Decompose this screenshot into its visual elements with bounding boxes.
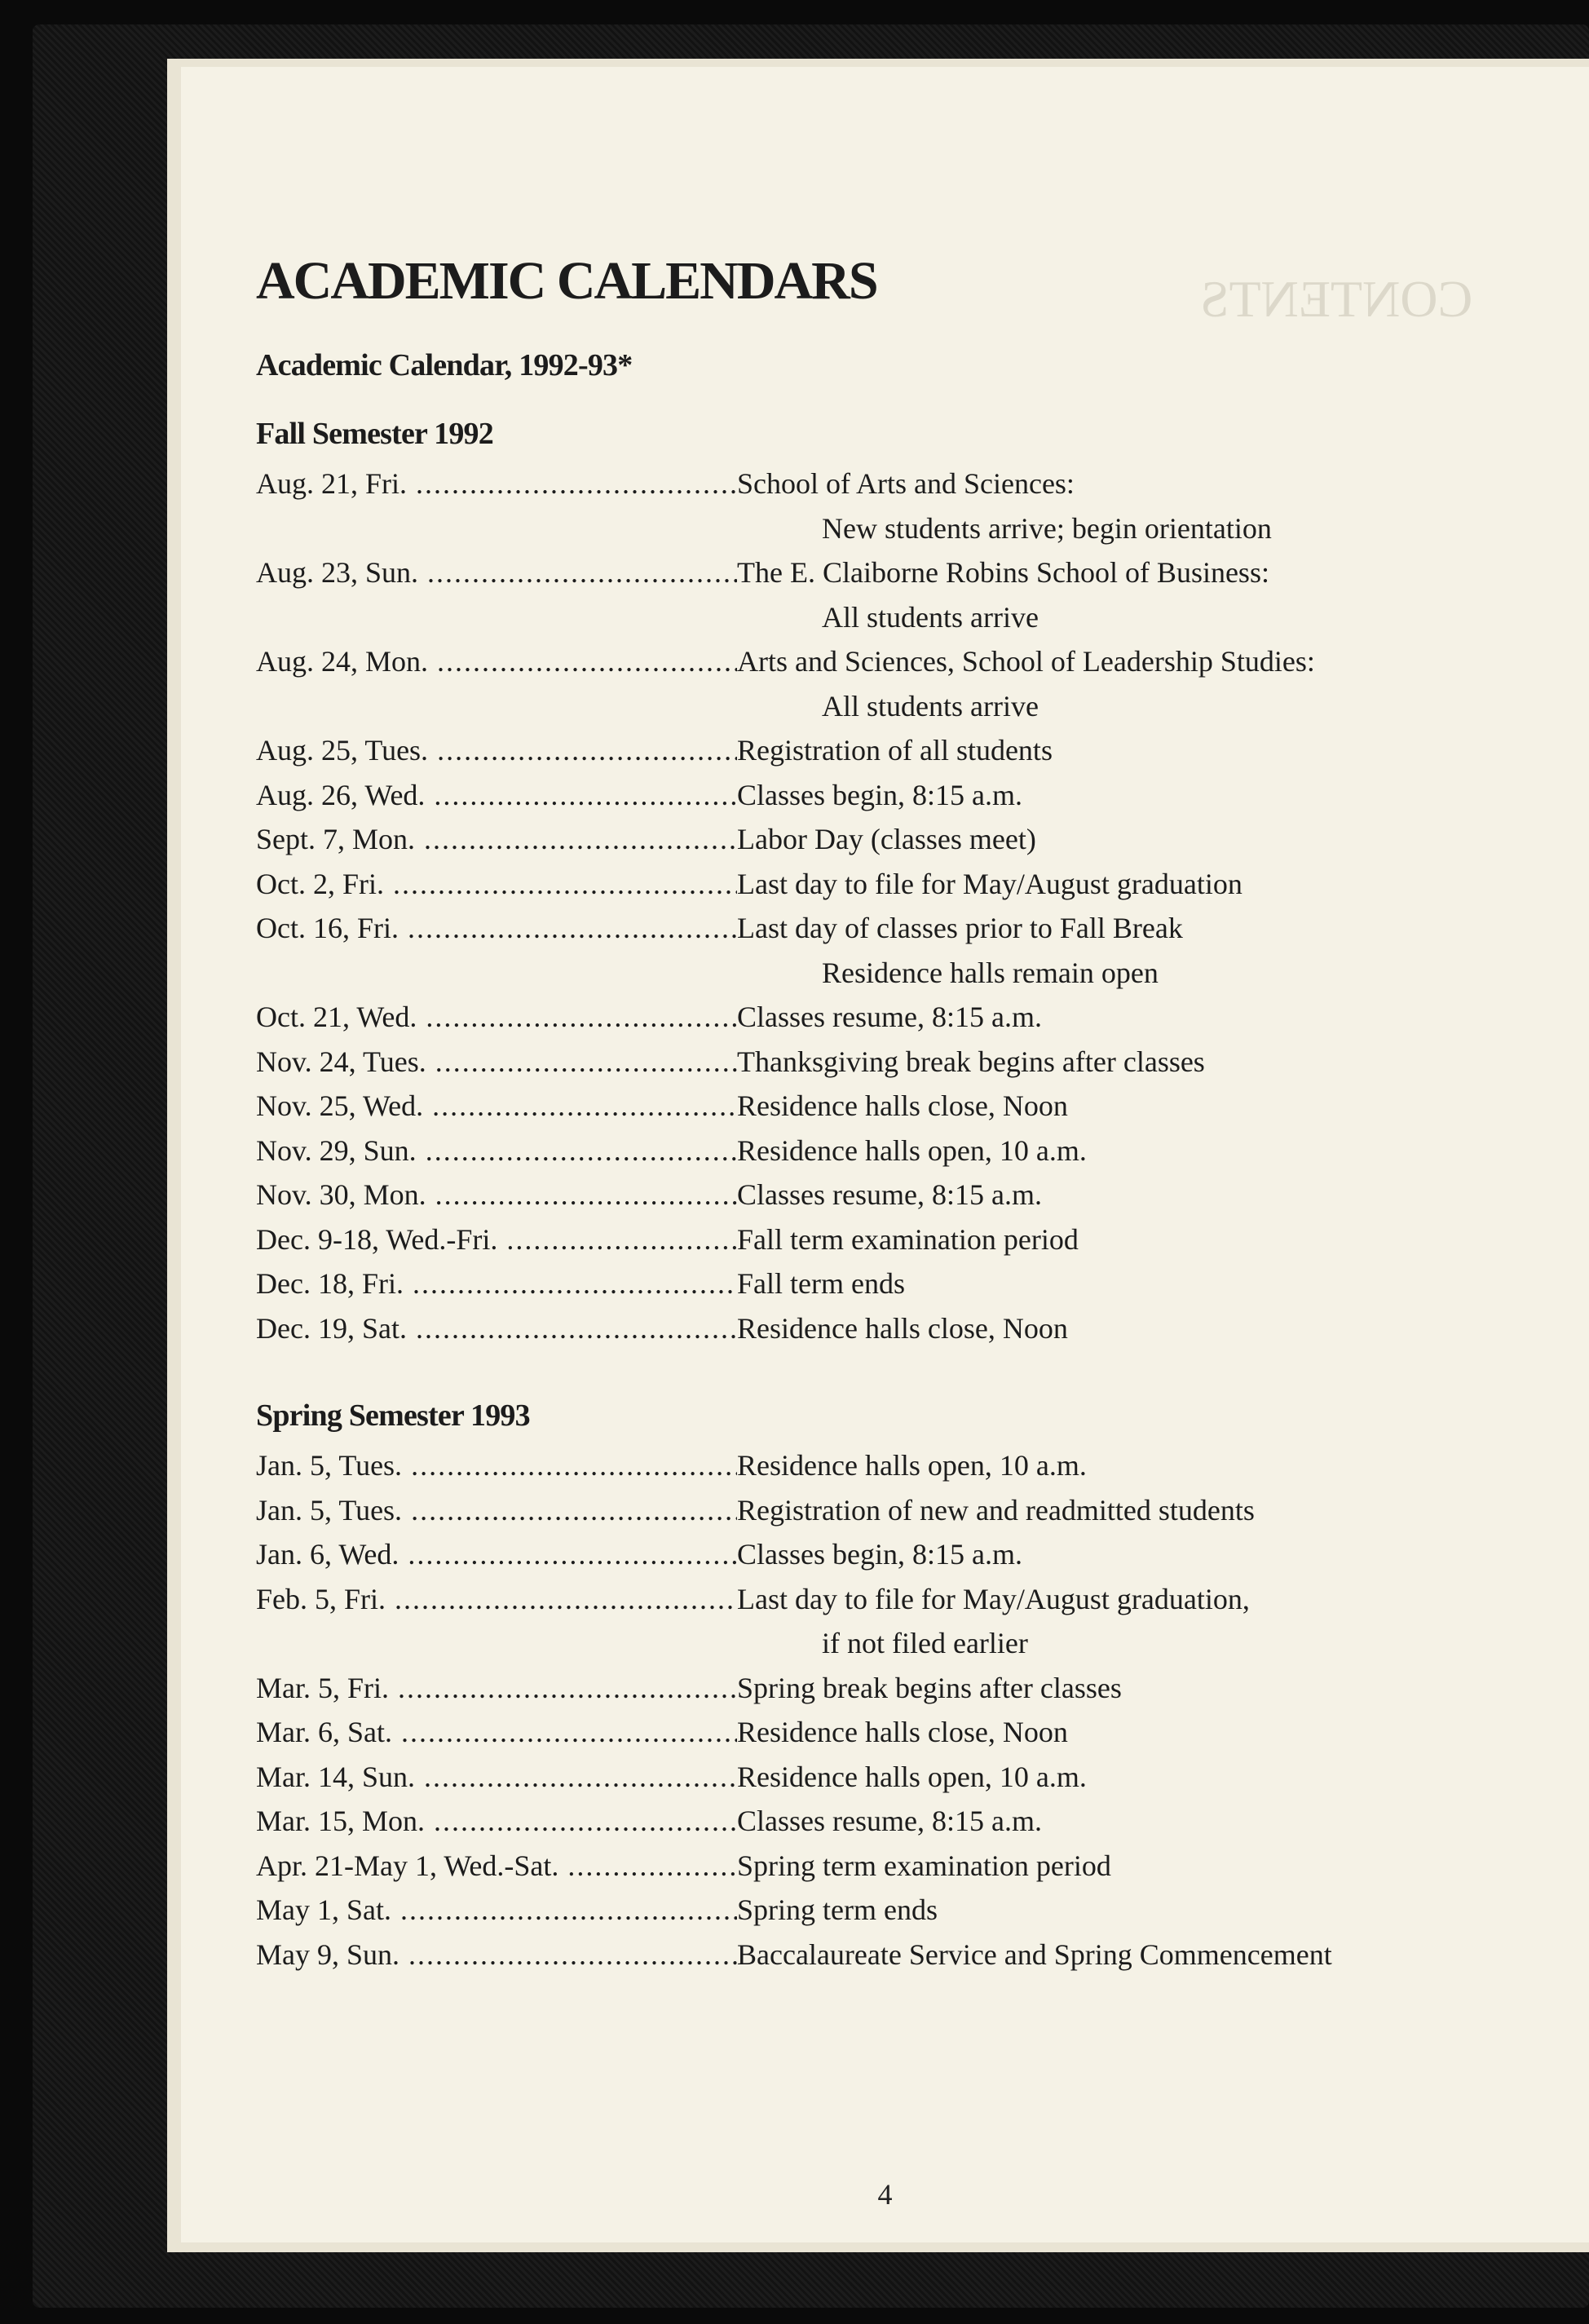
entry-event — [737, 1755, 1528, 1800]
calendar-entry — [256, 1577, 1528, 1666]
entry-event-line: Residence halls close, Noon — [737, 1089, 1068, 1122]
entry-event-line: Fall term examination period — [737, 1222, 1079, 1256]
entry-event — [737, 862, 1528, 907]
entry-event-line: Classes resume, 8:15 a.m. — [737, 1001, 1042, 1033]
entry-date: Oct. 16, Fri. ..... — [256, 906, 737, 995]
calendar-entry — [256, 1040, 1528, 1085]
entry-event — [737, 1933, 1528, 1977]
spring-semester-list — [256, 1443, 1528, 1977]
entry-event — [737, 639, 1528, 728]
entry-event-continuation: Residence halls remain open — [822, 956, 1159, 989]
calendar-entry — [256, 1443, 1528, 1488]
entry-event-continuation: New students arrive; begin orientation — [822, 511, 1272, 545]
calendar-content — [256, 251, 1528, 1977]
entry-event-line: Spring term ends — [737, 1893, 938, 1926]
calendar-entry — [256, 1488, 1528, 1533]
entry-event-line: Registration of new and readmitted students — [737, 1493, 1255, 1527]
entry-date: Mar. 15, Mon. ..... — [256, 1799, 737, 1844]
entry-date: Aug. 26, Wed. ..... — [256, 773, 737, 818]
entry-date: Nov. 29, Sun. ..... — [256, 1129, 737, 1173]
entry-date: Aug. 24, Mon. ..... — [256, 639, 737, 728]
entry-date: Feb. 5, Fri. ..... — [256, 1577, 737, 1666]
entry-event-line: School of Arts and Sciences: — [737, 467, 1075, 500]
entry-date: Jan. 6, Wed. ..... — [256, 1532, 737, 1577]
entry-date: Dec. 9-18, Wed.-Fri. ..... — [256, 1217, 737, 1262]
entry-event — [737, 1040, 1528, 1085]
entry-date: Jan. 5, Tues. ..... — [256, 1488, 737, 1533]
calendar-entry — [256, 550, 1528, 639]
entry-event-line: Baccalaureate Service and Spring Commencement — [737, 1937, 1332, 1971]
entry-date: Mar. 5, Fri. ..... — [256, 1666, 737, 1711]
calendar-entry — [256, 1799, 1528, 1844]
entry-event — [737, 550, 1528, 639]
entry-event — [737, 1666, 1528, 1711]
entry-date: Aug. 21, Fri. ..... — [256, 462, 737, 550]
calendar-entry — [256, 1844, 1528, 1889]
entry-event-line: Residence halls open, 10 a.m. — [737, 1449, 1087, 1482]
entry-event-line: Classes begin, 8:15 a.m. — [737, 778, 1022, 811]
entry-date: May 1, Sat. ..... — [256, 1888, 737, 1933]
fall-semester-list — [256, 462, 1528, 1350]
entry-event — [737, 1443, 1528, 1488]
entry-event-line: Residence halls close, Noon — [737, 1311, 1068, 1345]
calendar-entry — [256, 862, 1528, 907]
calendar-entry — [256, 639, 1528, 728]
entry-event-line: Classes resume, 8:15 a.m. — [737, 1178, 1042, 1211]
calendar-entry — [256, 1755, 1528, 1800]
entry-date: Dec. 18, Fri. ..... — [256, 1261, 737, 1306]
spring-semester-heading: Spring Semester 1993 — [256, 1398, 530, 1433]
calendar-entry — [256, 1666, 1528, 1711]
entry-event — [737, 1217, 1528, 1262]
calendar-entry — [256, 1129, 1528, 1173]
entry-event-line: Fall term ends — [737, 1267, 905, 1300]
calendar-entry — [256, 1217, 1528, 1262]
calendar-entry — [256, 773, 1528, 818]
entry-event — [737, 1710, 1528, 1755]
entry-event — [737, 1084, 1528, 1129]
entry-date: Aug. 25, Tues. ..... — [256, 728, 737, 773]
entry-event-line: Residence halls close, Noon — [737, 1716, 1068, 1748]
calendar-entry — [256, 1173, 1528, 1217]
entry-event — [737, 1261, 1528, 1306]
calendar-entry — [256, 462, 1528, 550]
entry-event — [737, 995, 1528, 1040]
calendar-entry — [256, 1084, 1528, 1129]
fall-semester-heading: Fall Semester 1992 — [256, 417, 493, 451]
entry-event — [737, 1799, 1528, 1844]
entry-event — [737, 1888, 1528, 1933]
calendar-entry — [256, 1933, 1528, 1977]
entry-event-line: Labor Day (classes meet) — [737, 823, 1036, 855]
calendar-entry — [256, 995, 1528, 1040]
entry-event-line: Spring term examination period — [737, 1849, 1111, 1882]
calendar-entry — [256, 1532, 1528, 1577]
entry-event — [737, 1488, 1528, 1533]
entry-date: May 9, Sun. ..... — [256, 1933, 737, 1977]
entry-event — [737, 1306, 1528, 1351]
entry-date: Apr. 21-May 1, Wed.-Sat. ..... — [256, 1844, 737, 1889]
entry-date: Dec. 19, Sat. ..... — [256, 1306, 737, 1351]
entry-date: Oct. 21, Wed. ..... — [256, 995, 737, 1040]
calendar-entry — [256, 906, 1528, 995]
calendar-entry — [256, 1710, 1528, 1755]
entry-event-continuation: if not filed earlier — [822, 1627, 1028, 1659]
page-number: 4 — [877, 2178, 893, 2211]
entry-event — [737, 1577, 1528, 1666]
calendar-entry — [256, 817, 1528, 862]
entry-date: Oct. 2, Fri. ..... — [256, 862, 737, 907]
entry-event-line: Thanksgiving break begins after classes — [737, 1045, 1205, 1078]
entry-event — [737, 462, 1528, 550]
entry-date: Nov. 30, Mon. ..... — [256, 1173, 737, 1217]
calendar-entry — [256, 728, 1528, 773]
entry-event-line: Last day to file for May/August graduation — [737, 867, 1243, 900]
entry-event-line: Last day to file for May/August graduation, — [737, 1582, 1250, 1615]
entry-event — [737, 773, 1528, 818]
calendar-entry — [256, 1306, 1528, 1351]
entry-event — [737, 728, 1528, 773]
calendar-subtitle: Academic Calendar, 1992-93* — [256, 348, 633, 382]
entry-date: Mar. 14, Sun. ..... — [256, 1755, 737, 1800]
entry-date: Aug. 23, Sun. ..... — [256, 550, 737, 639]
entry-date: Mar. 6, Sat. ..... — [256, 1710, 737, 1755]
calendar-entry — [256, 1888, 1528, 1933]
entry-event-line: Residence halls open, 10 a.m. — [737, 1133, 1087, 1167]
entry-event-continuation: All students arrive — [822, 600, 1039, 634]
page-title: ACADEMIC CALENDARS — [256, 251, 877, 311]
entry-date: Nov. 25, Wed. ..... — [256, 1084, 737, 1129]
entry-event — [737, 906, 1528, 995]
entry-event-line: Arts and Sciences, School of Leadership Studies: — [737, 645, 1315, 678]
entry-event — [737, 817, 1528, 862]
entry-event — [737, 1844, 1528, 1889]
calendar-entry — [256, 1261, 1528, 1306]
entry-date: Jan. 5, Tues. ..... — [256, 1443, 737, 1488]
entry-event-line: Residence halls open, 10 a.m. — [737, 1760, 1087, 1793]
entry-date: Sept. 7, Mon. ..... — [256, 817, 737, 862]
entry-event — [737, 1129, 1528, 1173]
entry-event-line: Last day of classes prior to Fall Break — [737, 912, 1183, 944]
entry-event-line: Spring break begins after classes — [737, 1671, 1122, 1704]
entry-date: Nov. 24, Tues. ..... — [256, 1040, 737, 1085]
entry-event-line: Classes resume, 8:15 a.m. — [737, 1805, 1042, 1837]
entry-event — [737, 1532, 1528, 1577]
document-page — [181, 67, 1589, 2242]
entry-event-continuation: All students arrive — [822, 689, 1039, 722]
entry-event-line: The E. Claiborne Robins School of Business: — [737, 556, 1269, 589]
entry-event-line: Registration of all students — [737, 734, 1053, 767]
show-through-text: CONTENTS — [1200, 270, 1473, 328]
entry-event-line: Classes begin, 8:15 a.m. — [737, 1538, 1022, 1571]
entry-event — [737, 1173, 1528, 1217]
